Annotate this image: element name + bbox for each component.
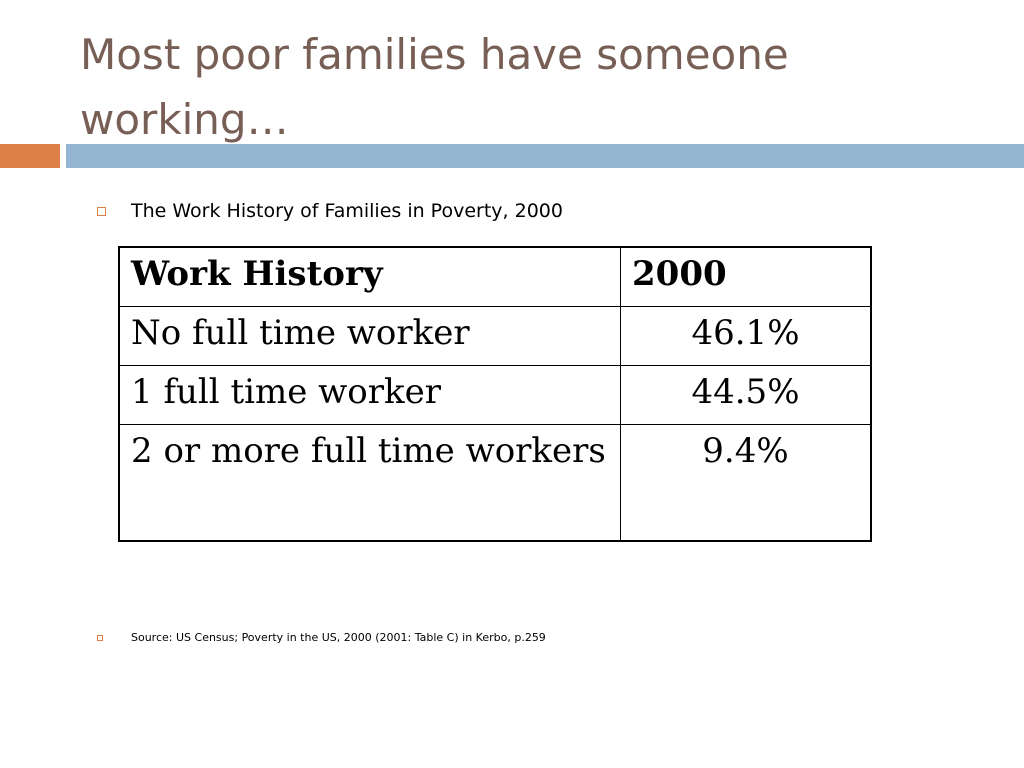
row-value: 44.5% [621,366,872,425]
table-header-row [119,247,871,307]
square-bullet-icon [97,635,103,641]
table-heading-text: The Work History of Families in Poverty, 2000 [131,200,563,222]
row-label: 2 or more full time workers [119,425,621,542]
source-text: Source: US Census; Poverty in the US, 2000 (2001: Table C) in Kerbo, p.259 [131,631,546,644]
table-row [119,307,871,366]
bullet-table-heading [97,200,563,222]
slide-title-line-2: working… [80,95,289,144]
work-history-table [118,246,872,542]
row-value: 46.1% [621,307,872,366]
square-bullet-icon [97,207,106,216]
title-divider-bar [66,144,1024,168]
header-work-history: Work History [119,247,621,307]
bullet-source [97,631,546,644]
table-row [119,366,871,425]
header-year: 2000 [621,247,872,307]
table-row [119,425,871,542]
slide-title [80,22,980,152]
title-accent-bar [0,144,60,168]
row-label: 1 full time worker [119,366,621,425]
slide-title-line-1: Most poor families have someone [80,30,789,79]
row-value: 9.4% [621,425,872,542]
row-label: No full time worker [119,307,621,366]
